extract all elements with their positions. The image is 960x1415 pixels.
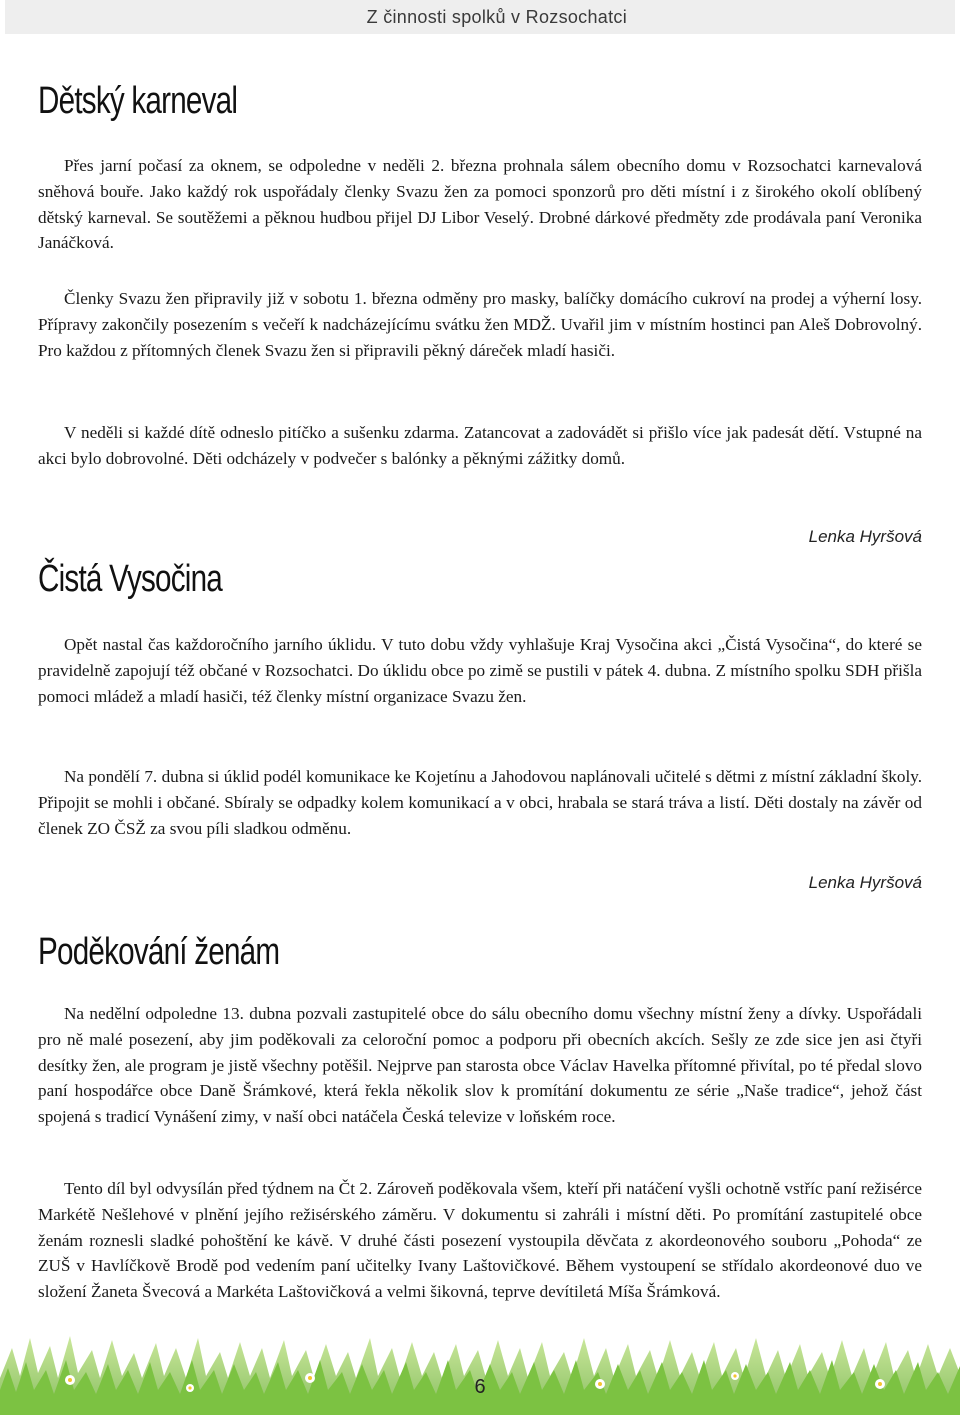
vysocina-author: Lenka Hyršová	[808, 873, 922, 892]
karneval-paragraph-2: Členky Svazu žen připravily již v sobotu 1. března odměny pro masky, balíčky domácího cukroví na prodej a výherní losy. Přípravy zakončily posezením s večeří k nadcházejícímu svátku žen MDŽ. Uvařil jim v místním hostinci pan Aleš Dobrovolný. Pro každou z přítomných členek Svazu žen si připravili pěkný dáreček mladí hasiči.	[38, 289, 922, 360]
karneval-paragraph-3: V neděli si každé dítě odneslo pitíčko a sušenku zdarma. Zatancovat a zadovádět si přišlo více jak padesát dětí. Vstupné na akci bylo dobrovolné. Děti odcházely v podvečer s balónky a pěknými zážitky domů.	[38, 423, 922, 468]
page-number: 6	[474, 1376, 486, 1398]
podekovani-paragraph-1: Na nedělní odpoledne 13. dubna pozvali zastupitelé obce do sálu obecního domu všechny místní ženy a dívky. Uspořádali pro ně malé posezení, aby jim poděkovali za celoroční pomoc a podporu při obecních akcích. Sešly ze zde sice jen asi čtyři desítky žen, ale program je jistě všechny potěšil. Nejprve pan starosta obce Václav Havelka přítomné přivítal, po té předal slovo paní hospodářce obce Daně Šrámkové, která řekla několik slov k promítání dokumentu ze série „Naše tradice“, jehož část spojená s tradicí Vynášení zimy, v naší obci natáčela Česká televize v loňském roce.	[38, 1004, 922, 1127]
vysocina-paragraph-1: Opět nastal čas každoročního jarního úklidu. V tuto dobu vždy vyhlašuje Kraj Vysočina akci „Čistá Vysočina“, do které se pravidelně zapojují též občané v Rozsochatci. Do úklidu obce po zimě se pustili v pátek 4. dubna. Z místního spolku SDH přišla pomoci mládež a mladí hasiči, též členky místní organizace Svazu žen.	[38, 635, 922, 706]
header-bar	[5, 0, 955, 34]
grass-decoration	[0, 1318, 960, 1415]
karneval-paragraph-1: Přes jarní počasí za oknem, se odpoledne v neděli 2. března prohnala sálem obecního domu v Rozsochatci karnevalová sněhová bouře. Jako každý rok uspořádaly členky Svazu žen za pomoci sponzorů pro děti místní i z širokého okolí oblíbený dětský karneval. Se soutěžemi a pěknou hudbou přijel DJ Libor Veselý. Drobné dárkové předměty zde prodávala paní Veronika Janáčková.	[38, 156, 922, 253]
podekovani-paragraph-2: Tento díl byl odvysílán před týdnem na Čt 2. Zároveň poděkovala všem, kteří při natáčení vyšli ochotně vstříc paní režisérce Markétě Nešlehové v plnění jejího režisérského záměru. V dokumentu si zahráli i místní děti. Po promítání zastupitelé obce ženám roznesli sladké pohoštění ke kávě. V druhé části posezení vystoupila děvčata z akordeonového souboru „Pohoda“ ze ZUŠ v Havlíčkově Brodě pod vedením paní učitelky Ivany Laštovičkové. Během vystoupení se střídalo akordeonové duo ve složení Žaneta Švecová a Markéta Laštovičková a velmi šikovná, teprve devítiletá Míša Šrámková.	[38, 1179, 922, 1302]
karneval-author: Lenka Hyršová	[808, 527, 922, 546]
vysocina-paragraph-2: Na pondělí 7. dubna si úklid podél komunikace ke Kojetínu a Jahodovou naplánovali učitelé s dětmi z místní základní školy. Připojit se mohli i občané. Sbíraly se odpadky kolem komunikací a v obci, hrabala se stará tráva a listí. Děti dostaly na závěr od členek ZO ČSŽ za svou píli sladkou odměnu.	[38, 767, 922, 838]
running-header-title: Z činnosti spolků v Rozsochatci	[366, 7, 627, 27]
article-title-karneval: Dětský karneval	[38, 80, 238, 122]
article-title-cista-vysocina: Čistá Vysočina	[38, 558, 223, 600]
article-title-podekovani: Poděkování ženám	[38, 931, 280, 973]
